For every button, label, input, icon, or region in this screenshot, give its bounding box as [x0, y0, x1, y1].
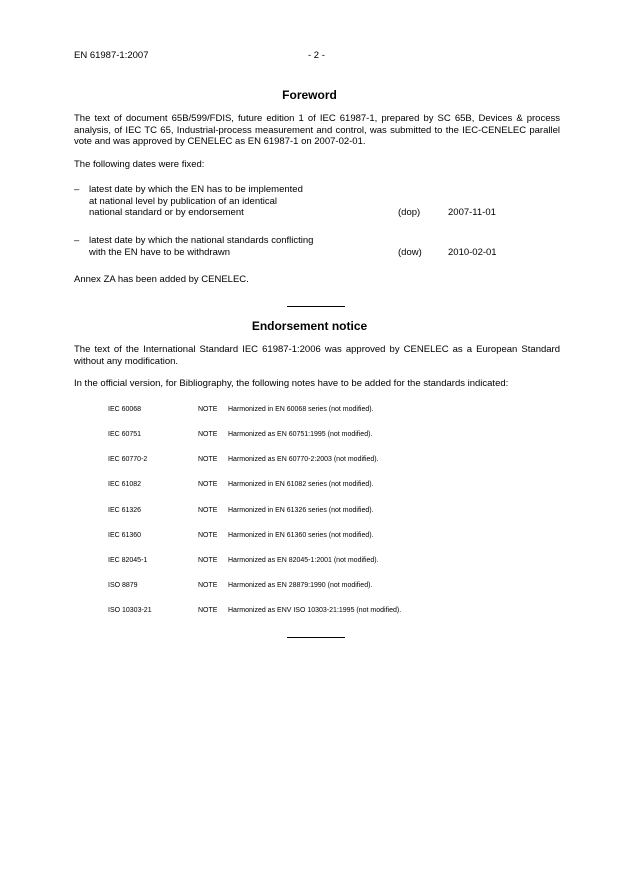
section-divider	[287, 637, 345, 638]
note-label: NOTE	[198, 481, 218, 488]
note-label: NOTE	[198, 507, 218, 514]
note-text: Harmonized as ENV ISO 10303-21:1995 (not modified).	[228, 607, 402, 614]
date-line: at national level by publication of an identical	[89, 195, 278, 207]
date-item-dop	[74, 184, 560, 220]
note-text: Harmonized in EN 61082 series (not modified).	[228, 481, 374, 488]
date-abbr: (dop)	[398, 207, 421, 218]
standard-id: IEC 60068	[108, 406, 142, 413]
date-line: latest date by which the EN has to be implemented	[89, 184, 303, 195]
date-line: latest date by which the national standards conflicting	[89, 235, 314, 246]
foreword-title: Foreword	[282, 88, 337, 102]
standard-id: IEC 82045-1	[108, 557, 148, 564]
standard-id: ISO 8879	[108, 582, 138, 589]
note-text: Harmonized in EN 61360 series (not modified).	[228, 532, 374, 539]
date-value: 2007-11-01	[448, 207, 496, 218]
date-abbr: (dow)	[398, 246, 422, 258]
standard-id: IEC 61326	[108, 507, 142, 514]
dates-intro: The following dates were fixed:	[74, 159, 205, 170]
note-label: NOTE	[198, 456, 218, 463]
note-text: Harmonized as EN 60770-2:2003 (not modified).	[228, 456, 379, 463]
date-description	[89, 184, 389, 219]
date-line: with the EN have to be withdrawn	[89, 246, 230, 258]
date-value: 2010-02-01	[448, 246, 497, 258]
list-dash: –	[74, 235, 80, 246]
note-text: Harmonized as EN 28879:1990 (not modified).	[228, 582, 373, 589]
note-label: NOTE	[198, 582, 218, 589]
standard-id: IEC 60770-2	[108, 456, 148, 463]
date-line: national standard or by endorsement	[89, 207, 244, 218]
note-text: Harmonized in EN 60068 series (not modified).	[228, 406, 374, 413]
standard-id: IEC 61082	[108, 481, 142, 488]
note-text: Harmonized in EN 61326 series (not modified).	[228, 507, 374, 514]
endorsement-text: The text of the International Standard IEC 61987-1:2006 was approved by CENELEC as a European Standard without any modification.	[74, 344, 560, 367]
standard-id: IEC 60751	[108, 431, 142, 438]
standard-id: IEC 61360	[108, 532, 142, 539]
note-text: Harmonized as EN 82045-1:2001 (not modified).	[228, 557, 379, 564]
list-dash: –	[74, 184, 80, 195]
note-label: NOTE	[198, 406, 218, 413]
header-doc-id: EN 61987-1:2007	[74, 50, 149, 61]
foreword-intro: The text of document 65B/599/FDIS, future edition 1 of IEC 61987-1, prepared by SC 65B, Devices & process analysis, of IEC TC 65, Industrial-process measurement and control, was submitted to the IEC-CENELEC parallel vote and was approved by CENELEC as EN 61987-1 on 2007-02-01.	[74, 113, 560, 147]
section-divider	[287, 306, 345, 307]
annex-note: Annex ZA has been added by CENELEC.	[74, 274, 249, 285]
bibliography-intro: In the official version, for Bibliography, the following notes have to be added for the standards indicated:	[74, 378, 509, 389]
endorsement-title: Endorsement notice	[251, 319, 368, 333]
standard-id: ISO 10303-21	[108, 607, 152, 614]
date-item-dow	[74, 235, 560, 259]
note-label: NOTE	[198, 607, 218, 614]
note-label: NOTE	[198, 557, 218, 564]
date-description	[89, 235, 389, 258]
page-number: - 2 -	[308, 50, 325, 61]
note-text: Harmonized as EN 60751:1995 (not modified).	[228, 431, 373, 438]
note-label: NOTE	[198, 431, 218, 438]
note-label: NOTE	[198, 532, 218, 539]
